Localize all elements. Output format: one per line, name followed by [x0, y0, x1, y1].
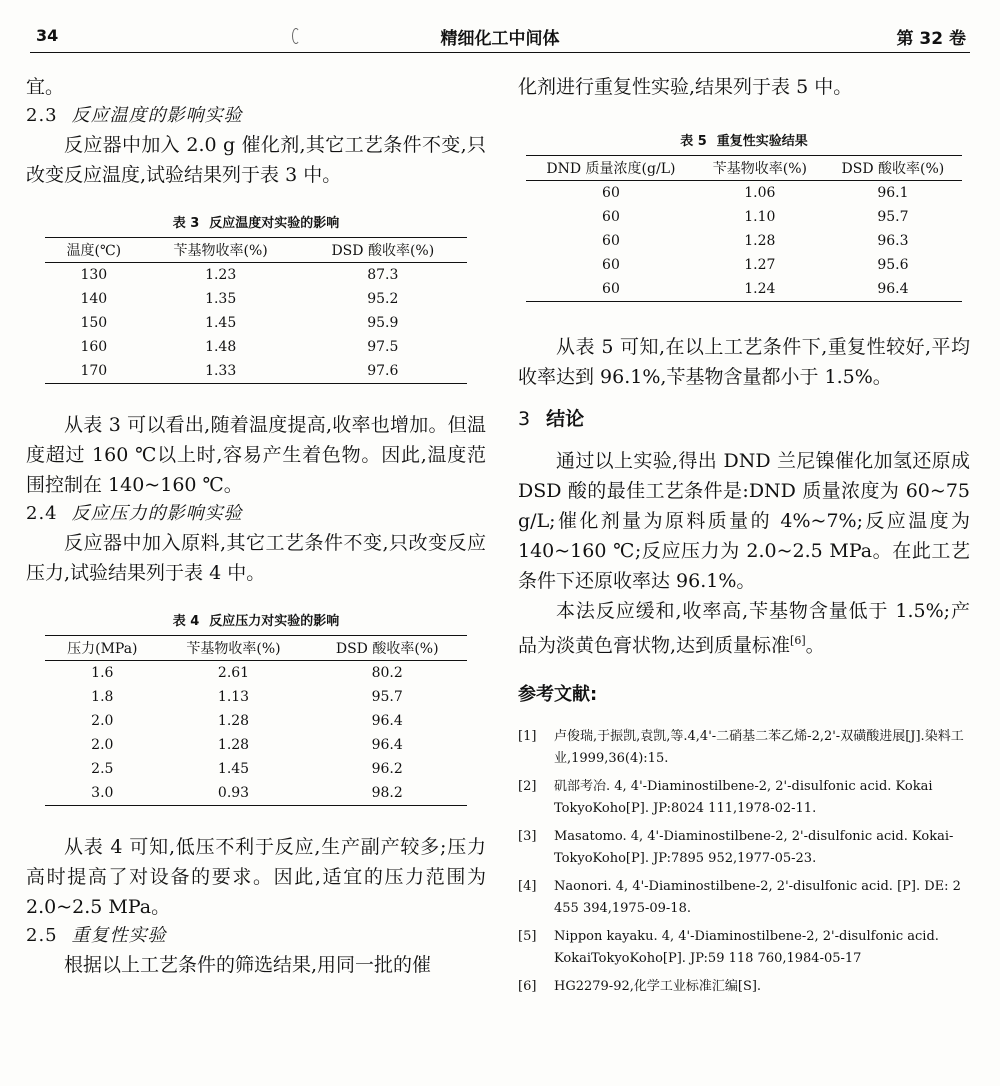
page-header [30, 22, 970, 50]
table-row: 60 1.10 95.7 [602, 209, 909, 225]
continued-text: 化剂进行重复性实验,结果列于表 5 中。 [518, 76, 853, 98]
table-5-caption: 表 5 重复性实验结果 [680, 134, 808, 149]
table-row: 60 1.24 96.4 [526, 277, 962, 302]
list-item: [6] HG2279-92,化学工业标准汇编[S]. [518, 979, 762, 995]
section-heading-2-3: 2.3 反应温度的影响实验 [26, 105, 243, 126]
left-column [26, 72, 486, 980]
table-row: 60 1.06 96.1 [602, 185, 909, 201]
table-row: 3.0 0.93 98.2 [45, 781, 467, 806]
table-row: 170 1.33 97.6 [45, 359, 467, 384]
section-heading-3: 3 结论 [518, 408, 585, 430]
table-row: 130 1.23 87.3 [80, 267, 399, 283]
table-row: 60 1.27 95.6 [602, 257, 909, 273]
list-item: [5] Nippon kayaku. 4, 4'-Diaminostilbene-2, 2'-disulfonic acid. KokaiTokyoKoho[P]. JP:59 118 760,1984-05-17 [518, 929, 939, 967]
table-4 [45, 635, 467, 806]
table-row: 160 1.48 97.5 [80, 339, 399, 355]
table-row: 60 1.28 96.3 [602, 233, 909, 249]
table-header: DSD 酸收率(%) [299, 238, 467, 263]
paragraph: 从表 4 可知,低压不利于反应,生产副产较多;压力高时提高了对设备的要求。因此,适宜的压力范围为 2.0~2.5 MPa。 [26, 836, 486, 918]
table-3 [45, 237, 467, 384]
paragraph: 从表 5 可知,在以上工艺条件下,重复性较好,平均收率达到 96.1%,苄基物含量都小于 1.5%。 [518, 336, 970, 388]
journal-title: 精细化工中间体 [440, 29, 560, 49]
table-header: DSD 酸收率(%) [824, 156, 962, 181]
paragraph: 从表 3 可以看出,随着温度提高,收率也增加。但温度超过 160 ℃以上时,容易产生着色物。因此,温度范围控制在 140~160 ℃。 [26, 414, 486, 496]
table-row: 140 1.35 95.2 [80, 291, 399, 307]
paragraph: 通过以上实验,得出 DND 兰尼镍催化加氢还原成 DSD 酸的最佳工艺条件是:DND 质量浓度为 60~75 g/L;催化剂量为原料质量的 4%~7%;反应温度为 140~160 ℃;反应压力为 2.0~2.5 MPa。在此工艺条件下还原收率达 96.1%。 [518, 450, 970, 592]
table-row: 2.0 1.28 96.4 [91, 713, 403, 729]
table-row: 2.5 1.45 96.2 [91, 761, 403, 777]
section-heading-2-5: 2.5 重复性实验 [26, 925, 167, 946]
section-heading-2-4: 2.4 反应压力的影响实验 [26, 503, 243, 524]
table-header: 苄基物收率(%) [160, 636, 308, 661]
continued-text: 宜。 [26, 76, 65, 98]
table-row: 2.0 1.28 96.4 [91, 737, 403, 753]
citation: [6] [790, 634, 806, 647]
table-row: 150 1.45 95.9 [80, 315, 399, 331]
table-5 [526, 155, 962, 302]
list-item: [1] 卢俊瑞,于振凯,袁凯,等.4,4'-二硝基二苯乙烯-2,2'-双磺酸进展[J].染料工业,1999,36(4):15. [518, 729, 964, 767]
list-item: [4] Naonori. 4, 4'-Diaminostilbene-2, 2'-disulfonic acid. [P]. DE: 2 455 394,1975-09-18. [518, 879, 961, 917]
table-header: 温度(℃) [45, 238, 143, 263]
references-title: 参考文献: [518, 684, 598, 706]
table-row: 1.6 2.61 80.2 [91, 665, 403, 681]
table-3-caption: 表 3 反应温度对实验的影响 [172, 216, 340, 231]
paragraph: 反应器中加入 2.0 g 催化剂,其它工艺条件不变,只改变反应温度,试验结果列于表 3 中。 [26, 134, 486, 186]
reference-list [518, 726, 970, 998]
paragraph: 根据以上工艺条件的筛选结果,用同一批的催 [64, 954, 432, 976]
table-row: 1.8 1.13 95.7 [91, 689, 403, 705]
table-header: DSD 酸收率(%) [307, 636, 467, 661]
paragraph: 本法反应缓和,收率高,苄基物含量低于 1.5%;产品为淡黄色膏状物,达到质量标准[6]。 [518, 600, 970, 657]
table-4-caption: 表 4 反应压力对实验的影响 [172, 614, 340, 629]
table-header: 苄基物收率(%) [696, 156, 824, 181]
page-number: 34 [36, 26, 59, 45]
header-rule [30, 52, 970, 53]
table-header: 苄基物收率(%) [143, 238, 299, 263]
table-header: 压力(MPa) [45, 636, 160, 661]
right-column [518, 72, 970, 1004]
list-item: [2] 矶部考冶. 4, 4'-Diaminostilbene-2, 2'-disulfonic acid. Kokai TokyoKoho[P]. JP:8024 111,1978-02-11. [518, 779, 933, 817]
table-header: DND 质量浓度(g/L) [526, 156, 696, 181]
volume-label: 第 32 卷 [896, 29, 966, 49]
paragraph: 反应器中加入原料,其它工艺条件不变,只改变反应压力,试验结果列于表 4 中。 [26, 532, 486, 584]
list-item: [3] Masatomo. 4, 4'-Diaminostilbene-2, 2'-disulfonic acid. Kokai-TokyoKoho[P]. JP:7895 952,1977-05-23. [518, 829, 954, 867]
